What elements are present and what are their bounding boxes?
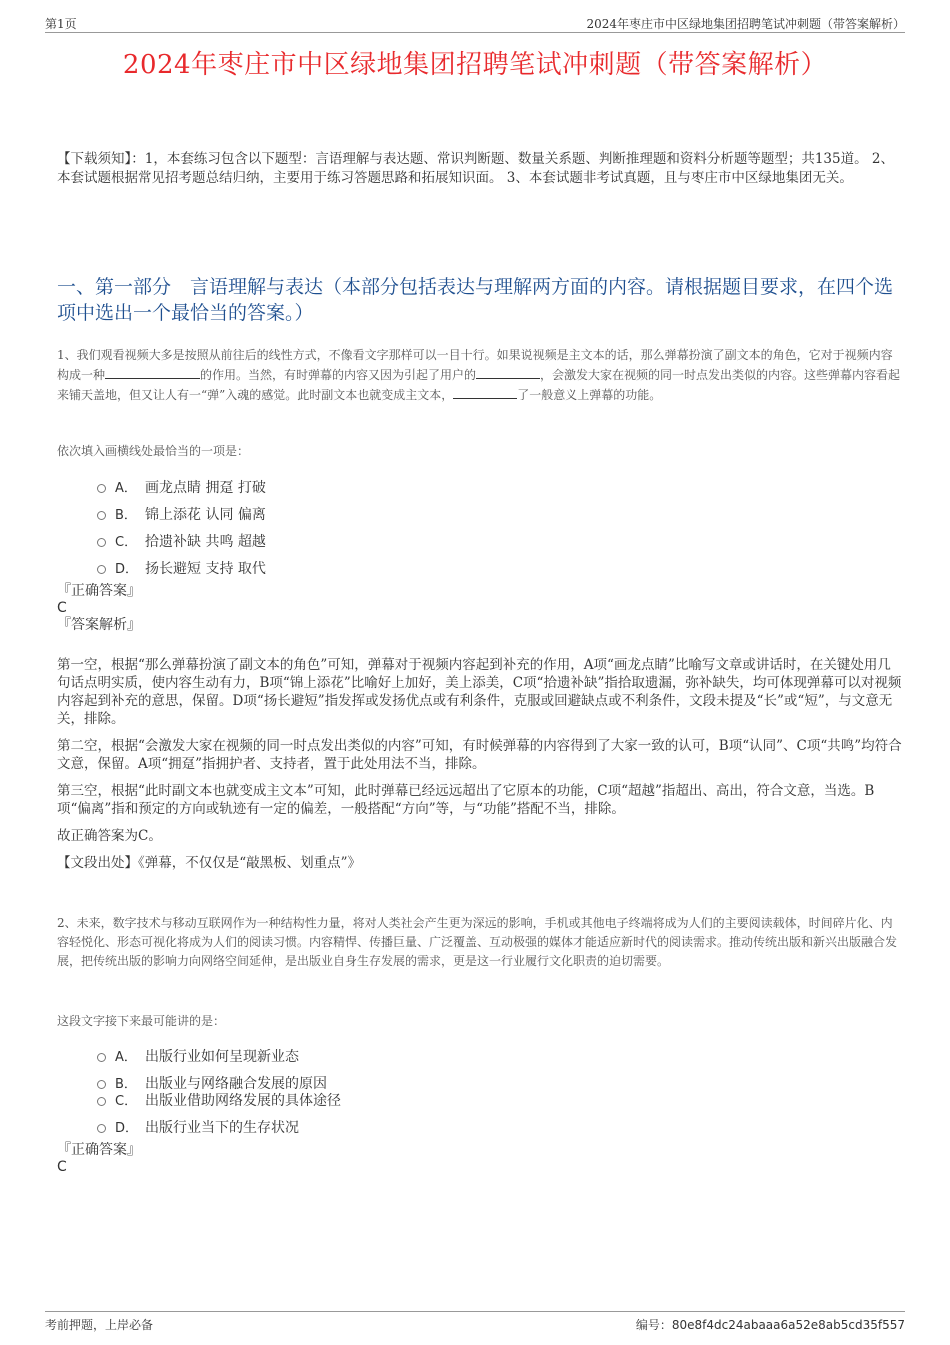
q1-option-b[interactable]	[95, 504, 795, 528]
option-text: 出版业借助网络发展的具体途径	[145, 1093, 341, 1109]
correct-answer-value: C	[57, 600, 67, 616]
option-letter: D．	[115, 562, 139, 577]
option-letter: C．	[115, 1094, 138, 1109]
q2-option-b[interactable]	[95, 1073, 795, 1090]
question-1-text-part1: 1、我们观看视频大多是按照从前往后的线性方式，不像看文字那样可以一目十行。如果说视频是主文本的话，那么弹幕扮演了副文本的角色，它对于视频内容构成一种	[57, 348, 893, 382]
q1-option-d[interactable]	[95, 558, 795, 582]
option-letter: B．	[115, 1077, 137, 1092]
question-1-text	[57, 346, 902, 405]
page-footer	[45, 1311, 905, 1334]
correct-answer-value: C	[57, 1159, 67, 1175]
question-1-text-part2: 的作用。当然，有时弹幕的内容又因为引起了用户的	[200, 368, 477, 382]
answer-blank-2	[476, 365, 540, 379]
question-1-prompt: 依次填入画横线处最恰当的一项是：	[57, 444, 250, 458]
option-text: 出版行业如何呈现新业态	[145, 1049, 299, 1065]
question-1-prompt-block	[57, 442, 902, 459]
option-letter: C．	[115, 535, 138, 550]
answer-blank-3	[453, 385, 517, 399]
radio-icon[interactable]	[97, 1080, 106, 1089]
question-2	[57, 914, 902, 971]
question-2-text: 2、未来，数字技术与移动互联网作为一种结构性力量，将对人类社会产生更为深远的影响，手机或其他电子终端将成为人们的主要阅读载体，时间碎片化、内容轻悦化、形态可视化将成为人们的阅读习惯。内容精悍、传播巨量、广泛覆盖、互动极强的媒体才能适应新时代的阅读需求。推动传统出版和新兴出版融合发展，把传统出版的影响力向网络空间延伸，是出版业自身生存发展的需求，更是这一行业履行文化职责的迫切需要。	[57, 916, 898, 968]
analysis-source: 【文段出处】《弹幕，不仅仅是“敲黑板、划重点”》	[57, 855, 362, 871]
analysis-label: 『答案解析』	[57, 617, 141, 633]
section-title: 一、第一部分 言语理解与表达（本部分包括表达与理解两方面的内容。请根据题目要求，在四个选项中选出一个最恰当的答案。）	[57, 276, 894, 324]
q1-option-c[interactable]	[95, 531, 795, 555]
question-1-text-part4: 了一般意义上弹幕的功能。	[517, 388, 662, 402]
correct-answer-label: 『正确答案』	[57, 1142, 141, 1158]
q2-option-c[interactable]	[95, 1090, 795, 1114]
option-letter: A．	[115, 481, 137, 496]
footer-code	[636, 1316, 905, 1333]
radio-icon[interactable]	[97, 1053, 106, 1062]
radio-icon[interactable]	[97, 538, 106, 547]
q1-option-a[interactable]	[95, 477, 795, 501]
option-text: 画龙点睛 拥趸 打破	[145, 480, 266, 496]
option-letter: D．	[115, 1121, 139, 1136]
option-letter: B．	[115, 508, 137, 523]
radio-icon[interactable]	[97, 1097, 106, 1106]
correct-answer-label: 『正确答案』	[57, 583, 141, 599]
radio-icon[interactable]	[97, 511, 106, 520]
analysis-paragraph-2: 第二空，根据“会激发大家在视频的同一时点发出类似的内容”可知，有时候弹幕的内容得到了大家一致的认可，B项“认同”、C项“共鸣”均符合文意，保留。A项“拥趸”指拥护者、支持者，置于此处用法不当，排除。	[57, 738, 902, 772]
question-1-text-part3: ，会激发大家在视频的同一时点发出类似的内容。这些弹幕内容看起来铺天盖地，但又让人有一“弹”入魂的感觉。此时副文本也就变成主文本，	[57, 368, 901, 402]
question-2-prompt: 这段文字接下来最可能讲的是：	[57, 1014, 226, 1028]
page-header	[45, 12, 905, 33]
radio-icon[interactable]	[97, 1124, 106, 1133]
question-1-answer	[57, 583, 902, 634]
option-text: 锦上添花 认同 偏离	[145, 507, 266, 523]
option-text: 出版行业当下的生存状况	[145, 1120, 299, 1136]
radio-icon[interactable]	[97, 484, 106, 493]
radio-icon[interactable]	[97, 565, 106, 574]
header-doc-title: 2024年枣庄市中区绿地集团招聘笔试冲刺题（带答案解析）	[586, 17, 905, 31]
option-text: 拾遗补缺 共鸣 超越	[145, 534, 266, 550]
download-notice: 【下载须知】：1，本套练习包含以下题型：言语理解与表达题、常识判断题、数量关系题、判断推理题和资料分析题等题型；共135道。 2、本套试题根据常见招考题总结归纳，主要用于练习答题思路和拓展知识面。 3、本套试题非考试真题，且与枣庄市中区绿地集团无关。	[57, 151, 894, 186]
q2-option-a[interactable]	[95, 1046, 795, 1070]
analysis-paragraph-3: 第三空，根据“此时副文本也就变成主文本”可知，此时弹幕已经远远超出了它原本的功能，C项“超越”指超出、高出，符合文意，当选。B项“偏离”指和预定的方向或轨迹有一定的偏差，一般搭配“方向”等，与“功能”搭配不当，排除。	[57, 783, 875, 817]
option-text: 出版业与网络融合发展的原因	[145, 1076, 327, 1092]
q2-option-d[interactable]	[95, 1117, 795, 1141]
analysis-conclusion: 故正确答案为C。	[57, 828, 162, 844]
question-2-prompt-block	[57, 1012, 902, 1029]
question-2-answer	[57, 1142, 902, 1176]
footer-code-value: 80e8f4dc24abaaa6a52e8ab5cd35f557	[671, 1318, 905, 1332]
answer-blank-1	[105, 365, 200, 379]
option-text: 扬长避短 支持 取代	[145, 561, 266, 577]
question-2-options	[95, 1046, 795, 1141]
analysis-paragraph-1: 第一空，根据“那么弹幕扮演了副文本的角色”可知，弹幕对于视频内容起到补充的作用，A项“画龙点睛”比喻写文章或讲话时，在关键处用几句话点明实质，使内容生动有力，B项“锦上添花”比喻好上加好，美上添美，C项“拾遗补缺”指拾取遗漏，弥补缺失，均可体现弹幕可以对视频内容起到补充的意思，保留。D项“扬长避短”指发挥或发扬优点或有利条件，克服或回避缺点或不利条件，文段未提及“长”或“短”，与文意无关，排除。	[57, 657, 902, 727]
document-title: 2024年枣庄市中区绿地集团招聘笔试冲刺题（带答案解析）	[122, 50, 828, 80]
question-1	[57, 346, 902, 405]
footer-slogan: 考前押题，上岸必备	[45, 1318, 154, 1332]
question-1-analysis	[57, 656, 902, 881]
page-number: 第1页	[45, 17, 77, 31]
option-letter: A．	[115, 1050, 137, 1065]
question-1-options	[95, 477, 795, 582]
footer-code-label: 编号：	[635, 1318, 672, 1332]
